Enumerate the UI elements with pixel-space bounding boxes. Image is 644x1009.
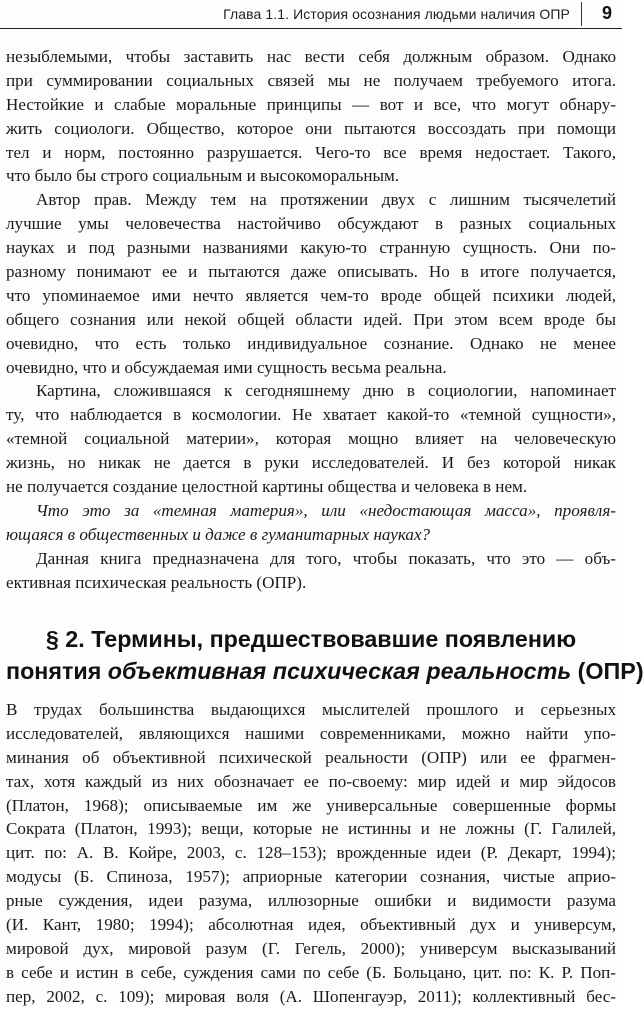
paragraph-author-right xyxy=(6,188,616,379)
section-heading-line-1: § 2. Термины, предшествовавшие появлению xyxy=(45,626,577,652)
running-header xyxy=(0,0,622,29)
section-heading-prefix: понятия xyxy=(6,658,108,684)
text-line: очевидно, что и обсуждаемая ими сущность весьма реальна. xyxy=(6,357,447,377)
text-line: незыблемыми, чтобы заставить нас вести себя должным образом. Однако xyxy=(6,47,616,66)
text-line: жизнь, но никак не дается в руки исследователей. И без которой никак xyxy=(6,453,616,473)
text-line: ту, что наблюдается в космологии. Не хватает какой-то «темной сущности», xyxy=(6,405,616,425)
running-title: Глава 1.1. История осознания людьми наличия ОПР xyxy=(223,6,570,22)
text-line: при суммировании социальных связей мы не получаем требуемого итога. xyxy=(6,70,616,90)
paragraph-question-italic xyxy=(6,499,616,547)
text-line: В трудах большинства выдающихся мыслителей прошлого и серьезных xyxy=(6,700,616,719)
paragraph-book-purpose xyxy=(6,547,616,595)
paragraph-continued xyxy=(6,45,616,188)
text-line: исследователей, являющихся нашими современниками, можно найти упо- xyxy=(6,723,616,743)
text-line: (Платон, 1968); описываемые им же универсальные совершенные формы xyxy=(6,795,616,815)
page-number: 9 xyxy=(601,3,612,23)
body-text-bottom xyxy=(6,698,616,1009)
text-line: общего сознания или некой общей области идей. При этом всем вроде бы xyxy=(6,309,616,329)
text-line: что упоминаемое ими нечто является чем-то вроде общей психики людей, xyxy=(6,285,616,305)
section-heading-suffix: (ОПР) xyxy=(571,658,644,684)
text-line: ющаяся в общественных и даже в гуманитарных науках? xyxy=(6,524,431,544)
text-line: тах, хотя каждый из них обозначает ее по-своему: мир идей и мир эйдосов xyxy=(6,771,616,791)
text-line: очевидно, что есть только индивидуальное сознание. Однако не менее xyxy=(6,333,616,353)
text-line: жить социологи. Общество, которое они пытаются воссоздать при помощи xyxy=(6,118,616,138)
text-line: Картина, сложившаяся к сегодняшнему дню в социологии, напоминает xyxy=(36,381,616,401)
text-line: мировой дух, мировой разум (Г. Гегель, 2000); универсум высказываний xyxy=(6,938,616,958)
text-line: что было бы строго социальным и высокоморальным. xyxy=(6,166,400,186)
text-line: тел и норм, постоянно разрушается. Чего-то все время недостает. Такого, xyxy=(6,142,616,162)
text-line: рные суждения, идеи разума, иллюзорные ошибки и видимости разума xyxy=(6,891,616,911)
text-line: пер, 2002, с. 109); мировая воля (А. Шопенгауэр, 2011); коллективный бес- xyxy=(6,986,616,1006)
text-line: лучшие умы человечества настойчиво обсуждают в разных социальных xyxy=(6,214,616,234)
header-divider xyxy=(581,2,582,26)
text-line: Автор прав. Между тем на протяжении двух с лишним тысячелетий xyxy=(36,190,616,210)
text-line: Что это за «темная материя», или «недостающая масса», проявля- xyxy=(36,500,616,520)
paragraph-thinkers xyxy=(6,698,616,1009)
text-line: модусы (Б. Спиноза, 1957); априорные категории сознания, чистые априо- xyxy=(6,867,616,887)
section-heading-term: объективная психическая реальность xyxy=(107,658,572,684)
text-line: Нестойкие и слабые моральные принципы — вот и все, что могут обнару- xyxy=(6,94,616,114)
text-line: не получается создание целостной картины общества и человека в нем. xyxy=(6,477,528,497)
section-heading xyxy=(6,623,644,687)
body-text-top xyxy=(6,45,616,594)
text-line: Сократа (Платон, 1993); вещи, которые не истинны и не ложны (Г. Галилей, xyxy=(6,819,616,839)
text-line: (И. Кант, 1980; 1994); абсолютная идея, объективный дух и универсум, xyxy=(6,915,616,935)
text-line: науках и под разными названиями какую-то странную сущность. Они по- xyxy=(6,238,616,258)
text-line: ективная психическая реальность (ОПР). xyxy=(6,572,307,592)
text-line: в себе и истин в себе, суждения сами по себе (Б. Больцано, цит. по: К. Р. Поп- xyxy=(6,962,616,982)
paragraph-cosmology xyxy=(6,379,616,498)
text-line: «темной социальной материи», которая мощно влияет на человеческую xyxy=(6,429,616,449)
text-line: минания об объективной психической реальности (ОПР) или ее фрагмен- xyxy=(6,747,616,767)
text-line: Данная книга предназначена для того, чтобы показать, что это — объ- xyxy=(36,548,616,568)
text-line: цит. по: А. В. Койре, 2003, с. 128–153); врожденные идеи (Р. Декарт, 1994); xyxy=(6,843,616,863)
text-line: разному понимают ее и пытаются даже описывать. Но в итоге получается, xyxy=(6,262,616,282)
section-heading-line-2 xyxy=(6,655,644,687)
